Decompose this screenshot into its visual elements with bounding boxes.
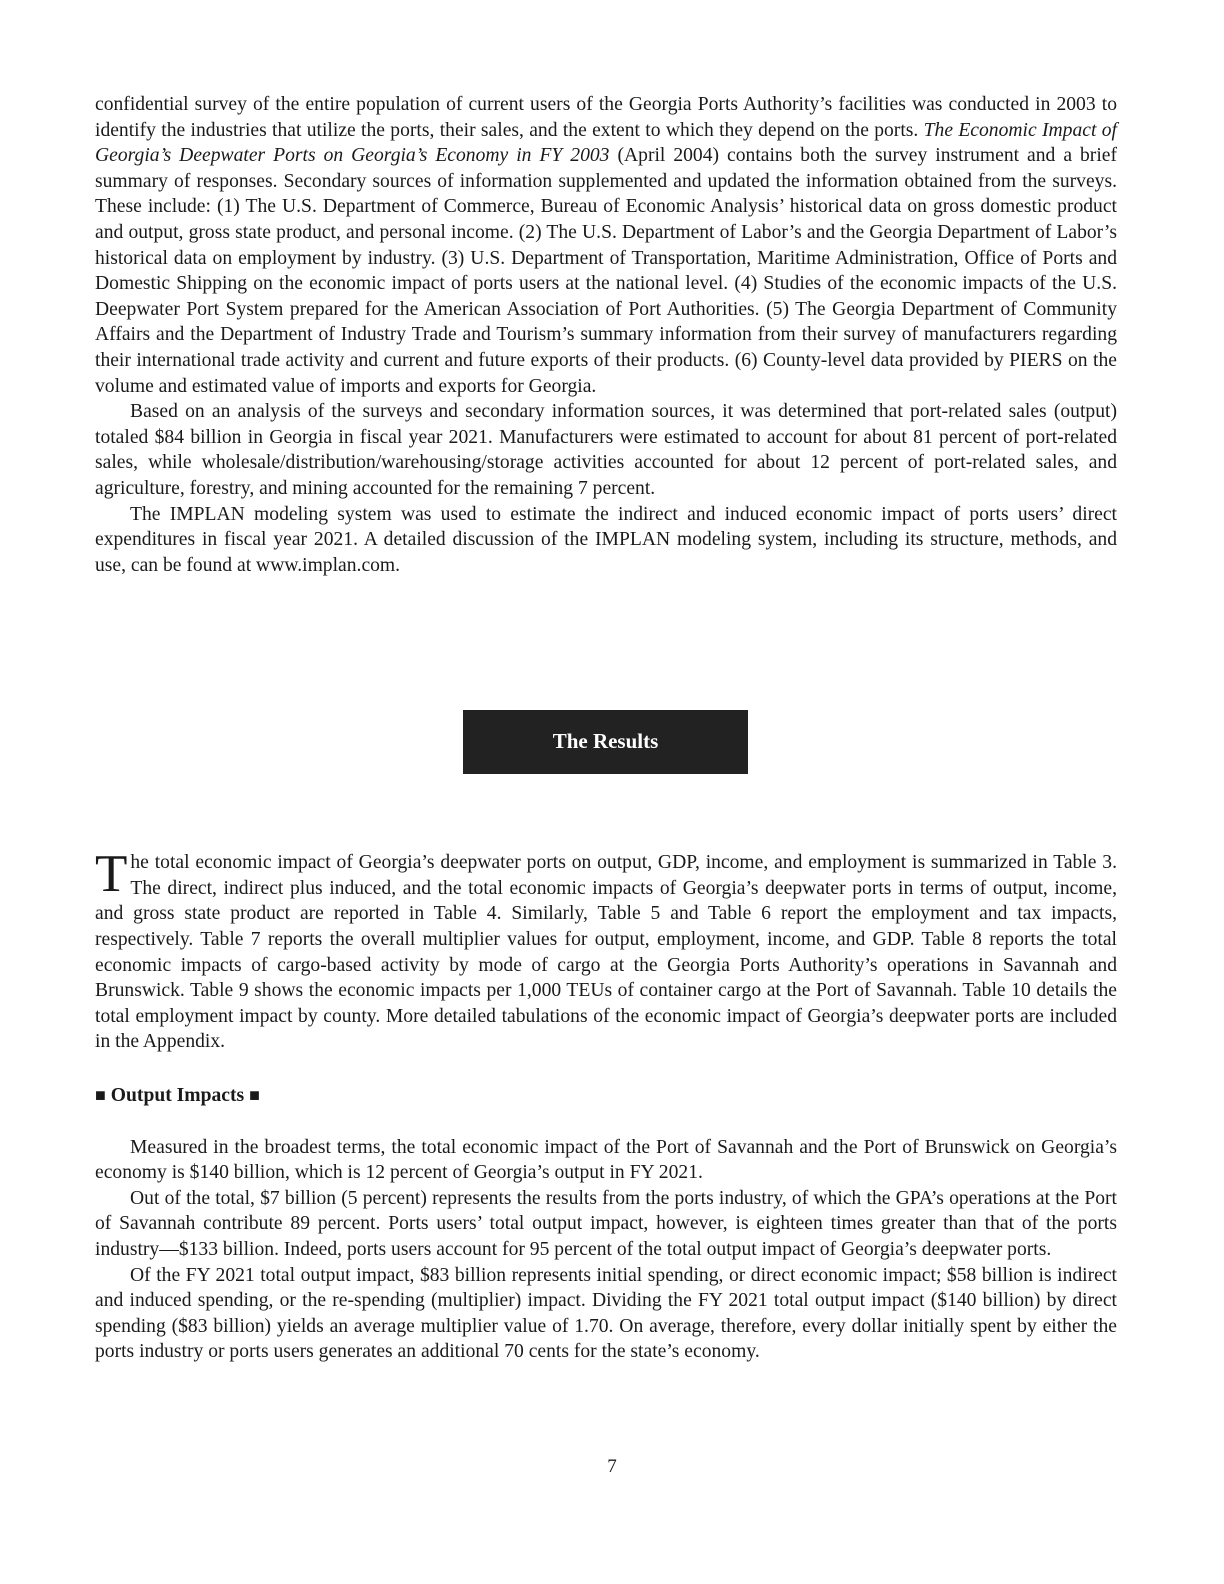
results-banner: The Results <box>463 710 748 774</box>
section-banner-area <box>95 578 1117 850</box>
intro-paragraph-1 <box>95 92 1117 399</box>
page-number: 7 <box>607 1456 617 1477</box>
intro-text-b: (April 2004) contains both the survey instrument and a brief summary of responses. Secondary sources of information supplemented and updated the information obtained from the surveys. These include: (1) The U.S. Department of Commerce, Bureau of Economic Analysis’ historical data on gross domestic product and output, gross state product, and personal income. (2) The U.S. Department of Labor’s and the Georgia Department of Labor’s historical data on employment by industry. (3) U.S. Department of Transportation, Maritime Administration, Office of Ports and Domestic Shipping on the economic impact of ports users at the national level. (4) Studies of the economic impacts of the U.S. Deepwater Port System prepared for the American Association of Port Authorities. (5) The Georgia Department of Community Affairs and the Department of Industry Trade and Tourism’s summary information from their survey of manufacturers regarding their international trade activity and current and future exports of their products. (6) County-level data provided by PIERS on the volume and estimated value of imports and exports for Georgia. <box>95 145 1117 397</box>
page-body <box>95 92 1117 1365</box>
output-paragraph-3: Of the FY 2021 total output impact, $83 billion represents initial spending, or direct economic impact; $58 billion is indirect and induced spending, or the re-spending (multiplier) impact. Dividing the FY 2021 total output impact ($140 billion) by direct spending ($83 billion) yields an average multiplier value of 1.70. On average, therefore, every dollar initially spent by either the ports industry or ports users generates an additional 70 cents for the state’s economy. <box>95 1264 1117 1363</box>
output-paragraph-1: Measured in the broadest terms, the total economic impact of the Port of Savannah and the Port of Brunswick on Georgia’s economy is $140 billion, which is 12 percent of Georgia’s output in FY 2021. <box>95 1136 1117 1184</box>
results-text: he total economic impact of Georgia’s deepwater ports on output, GDP, income, and employment is summarized in Table 3. The direct, indirect plus induced, and the total economic impacts of Georgia’s deepwater ports in terms of output, income, and gross state product are reported in Table 4. Similarly, Table 5 and Table 6 report the employment and tax impacts, respectively. Table 7 reports the overall multiplier values for output, employment, income, and GDP. Table 8 reports the total economic impacts of cargo-based activity by mode of cargo at the Georgia Ports Authority’s operations in Savannah and Brunswick. Table 9 shows the economic impacts per 1,000 TEUs of container cargo at the Port of Savannah. Table 10 details the total employment impact by county. More detailed tabulations of the economic impact of Georgia’s deepwater ports are included in the Appendix. <box>95 852 1117 1053</box>
report-title: The Economic Impact of Georgia’s Deepwater Ports on Georgia’s Economy in FY 2003 <box>95 119 1117 167</box>
output-impacts-title: Output Impacts <box>110 1085 245 1107</box>
intro-paragraph-2: Based on an analysis of the surveys and secondary information sources, it was determined that port-related sales (output) totaled $84 billion in Georgia in fiscal year 2021. Manufacturers were estimated to account for about 81 percent of port-related sales, while wholesale/distribution/warehousing/storage activities accounted for about 12 percent of port-related sales, and agriculture, forestry, and mining accounted for the remaining 7 percent. <box>95 401 1117 499</box>
results-paragraph <box>95 845 1117 1055</box>
intro-paragraph-3: The IMPLAN modeling system was used to estimate the indirect and induced economic impact of ports users’ direct expenditures in fiscal year 2021. A detailed discussion of the IMPLAN modeling system, including its structure, methods, and use, can be found at www.implan.com. <box>95 503 1117 576</box>
square-bullet-icon: ■ <box>249 1085 260 1106</box>
output-paragraph-2: Out of the total, $7 billion (5 percent) represents the results from the ports industry, of which the GPA’s operations at the Port of Savannah contribute 89 percent. Ports users’ total output impact, however, is eighteen times greater than that of the ports industry—$133 billion. Indeed, ports users account for 95 percent of the total output impact of Georgia’s deepwater ports. <box>95 1187 1117 1260</box>
drop-cap: T <box>95 845 128 904</box>
square-bullet-icon: ■ <box>95 1085 106 1106</box>
intro-text-a: confidential survey of the entire population of current users of the Georgia Ports Authority’s facilities was conducted in 2003 to identify the industries that utilize the ports, their sales, and the extent to which they depend on the ports. <box>95 94 1117 141</box>
output-impacts-heading <box>95 1083 1117 1109</box>
